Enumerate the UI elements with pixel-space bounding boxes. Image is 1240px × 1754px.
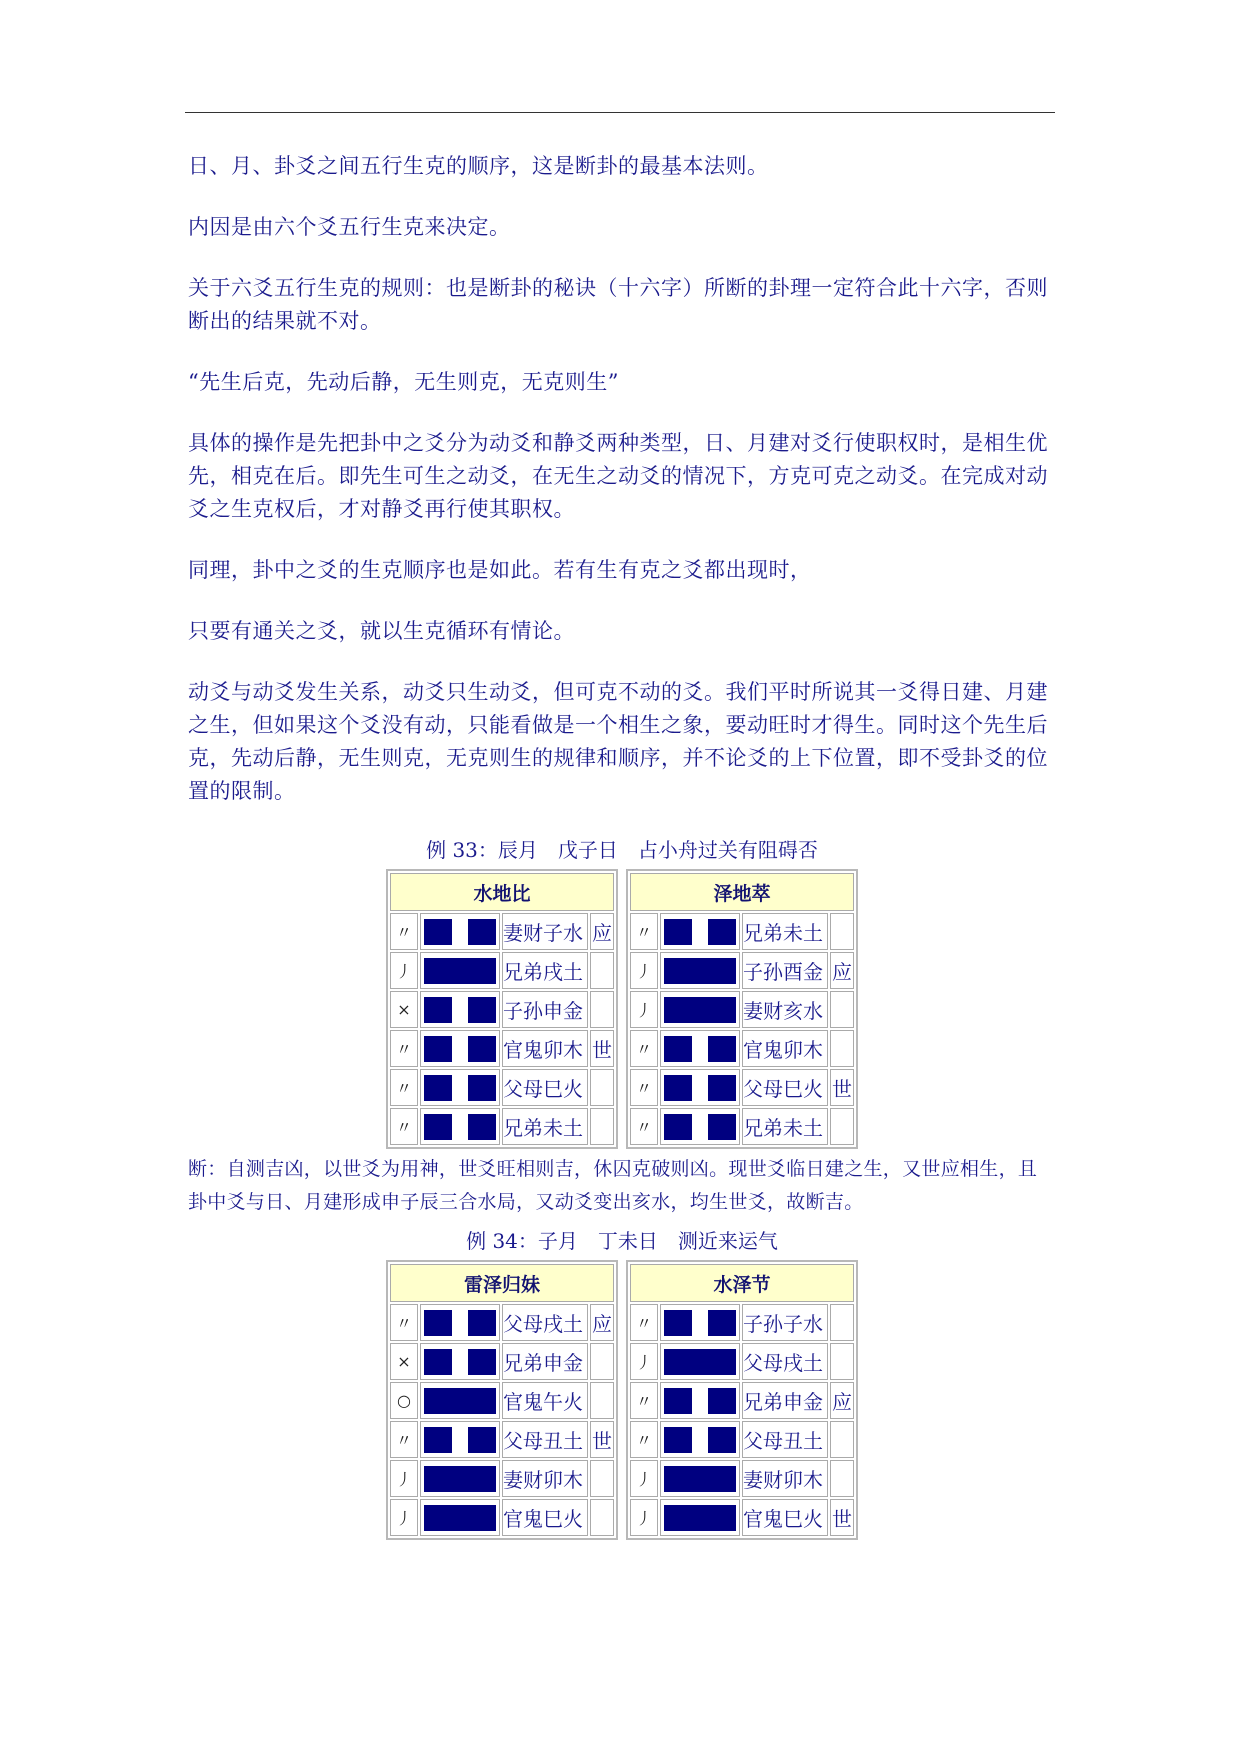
yao-mark: 丿 xyxy=(390,952,418,989)
yao-line xyxy=(420,1499,500,1536)
yao-row xyxy=(390,1108,614,1145)
yin-line-icon xyxy=(664,919,736,945)
yao-role: 世 xyxy=(590,1421,614,1458)
yao-name: 子孙酉金 xyxy=(742,952,828,989)
yao-mark: 〃 xyxy=(390,1069,418,1106)
yao-mark: 〃 xyxy=(630,1069,658,1106)
yao-mark: 〃 xyxy=(630,1382,658,1419)
yao-name: 官鬼卯木 xyxy=(502,1030,588,1067)
yao-name: 官鬼卯木 xyxy=(742,1030,828,1067)
yao-name: 妻财亥水 xyxy=(742,991,828,1028)
yao-line xyxy=(660,991,740,1028)
yao-name: 子孙子水 xyxy=(742,1304,828,1341)
yao-role: 应 xyxy=(830,952,854,989)
yao-row xyxy=(390,991,614,1028)
yin-line-icon xyxy=(424,1310,496,1336)
yao-line xyxy=(660,952,740,989)
judgement-text: 断：自测吉凶，以世爻为用神，世爻旺相则吉，休囚克破则凶。现世爻临日建之生，又世应相生，且卦中爻与日、月建形成申子辰三合水局，又动爻变出亥水，均生世爻，故断吉。 xyxy=(188,1158,1038,1213)
yao-name: 兄弟申金 xyxy=(502,1343,588,1380)
yao-name: 妻财卯木 xyxy=(742,1460,828,1497)
paragraph: 动爻与动爻发生关系，动爻只生动爻，但可克不动的爻。我们平时所说其一爻得日建、月建之生，但如果这个爻没有动，只能看做是一个相生之象，要动旺时才得生。同时这个先生后克，先动后静，无生则克，无克则生的规律和顺序，并不论爻的上下位置，即不受卦爻的位置的限制。 xyxy=(188,680,1048,803)
paragraph: 日、月、卦爻之间五行生克的顺序，这是断卦的最基本法则。 xyxy=(188,154,769,178)
example-caption: 例 33：辰月 戊子日 占小舟过关有阻碍否 xyxy=(426,838,818,862)
yao-line xyxy=(420,1460,500,1497)
paragraph: 内因是由六个爻五行生克来决定。 xyxy=(188,215,511,239)
yao-row xyxy=(390,1421,614,1458)
header-rule xyxy=(185,112,1055,113)
yao-role xyxy=(590,1499,614,1536)
yao-line xyxy=(660,1030,740,1067)
yao-role: 应 xyxy=(590,913,614,950)
yao-mark: 〃 xyxy=(390,1304,418,1341)
yao-line xyxy=(420,1421,500,1458)
yao-role: 应 xyxy=(590,1304,614,1341)
yao-name: 兄弟戌土 xyxy=(502,952,588,989)
yang-line-icon xyxy=(424,1466,496,1492)
yao-line xyxy=(420,991,500,1028)
yin-line-icon xyxy=(424,1114,496,1140)
yao-name: 父母丑土 xyxy=(742,1421,828,1458)
yang-line-icon xyxy=(664,997,736,1023)
yao-row xyxy=(390,952,614,989)
yang-line-icon xyxy=(664,1466,736,1492)
hexagram-pair xyxy=(188,869,1056,1149)
yao-mark: 〃 xyxy=(630,913,658,950)
yao-role xyxy=(830,1304,854,1341)
yao-mark: 丿 xyxy=(630,1460,658,1497)
hexagram-title: 水泽节 xyxy=(630,1264,854,1302)
yao-mark: × xyxy=(390,1343,418,1380)
yao-mark: 〃 xyxy=(630,1421,658,1458)
yao-mark: 丿 xyxy=(630,991,658,1028)
yin-line-icon xyxy=(424,1427,496,1453)
yang-line-icon xyxy=(664,1349,736,1375)
yao-role xyxy=(830,1108,854,1145)
yang-line-icon xyxy=(424,1388,496,1414)
yao-row xyxy=(630,1343,854,1380)
yao-role xyxy=(830,1030,854,1067)
yao-line xyxy=(660,1499,740,1536)
yao-role xyxy=(830,913,854,950)
yao-line xyxy=(420,1069,500,1106)
yin-line-icon xyxy=(664,1114,736,1140)
yang-line-icon xyxy=(664,958,736,984)
yao-mark: 〃 xyxy=(390,1030,418,1067)
yin-line-icon xyxy=(424,997,496,1023)
yao-role: 世 xyxy=(590,1030,614,1067)
yao-role xyxy=(830,1460,854,1497)
paragraph: 关于六爻五行生克的规则：也是断卦的秘诀（十六字）所断的卦理一定符合此十六字，否则断出的结果就不对。 xyxy=(188,276,1048,333)
yao-line xyxy=(420,1382,500,1419)
yao-line xyxy=(660,913,740,950)
yao-row xyxy=(630,1421,854,1458)
yang-line-icon xyxy=(664,1505,736,1531)
yao-mark: ○ xyxy=(390,1382,418,1419)
yao-role xyxy=(590,1343,614,1380)
yao-row xyxy=(390,1460,614,1497)
yin-line-icon xyxy=(424,1349,496,1375)
yao-name: 官鬼巳火 xyxy=(502,1499,588,1536)
yao-row xyxy=(390,1304,614,1341)
paragraph: 只要有通关之爻，就以生克循环有情论。 xyxy=(188,619,575,643)
yao-line xyxy=(660,1108,740,1145)
yin-line-icon xyxy=(664,1427,736,1453)
yao-row xyxy=(630,1382,854,1419)
yin-line-icon xyxy=(664,1036,736,1062)
hexagram-title: 水地比 xyxy=(390,873,614,911)
yao-name: 父母戌土 xyxy=(502,1304,588,1341)
paragraph: “先生后克，先动后静，无生则克，无克则生” xyxy=(188,370,619,394)
yao-role xyxy=(830,1421,854,1458)
paragraph: 具体的操作是先把卦中之爻分为动爻和静爻两种类型，日、月建对爻行使职权时，是相生优先，相克在后。即先生可生之动爻，在无生之动爻的情况下，方克可克之动爻。在完成对动爻之生克权后，才对静爻再行使其职权。 xyxy=(188,431,1048,521)
yao-role: 应 xyxy=(830,1382,854,1419)
yao-name: 妻财子水 xyxy=(502,913,588,950)
yao-line xyxy=(660,1343,740,1380)
yao-row xyxy=(390,1069,614,1106)
yao-role: 世 xyxy=(830,1069,854,1106)
yao-mark: 〃 xyxy=(390,1421,418,1458)
yao-row xyxy=(630,1108,854,1145)
yao-line xyxy=(660,1460,740,1497)
yao-role xyxy=(590,1382,614,1419)
yao-name: 父母戌土 xyxy=(742,1343,828,1380)
hexagram-table-changed xyxy=(626,869,858,1149)
yao-role: 世 xyxy=(830,1499,854,1536)
yao-line xyxy=(660,1421,740,1458)
yao-mark: 丿 xyxy=(390,1499,418,1536)
yao-row xyxy=(630,991,854,1028)
yao-mark: 〃 xyxy=(630,1030,658,1067)
hexagram-pair xyxy=(188,1260,1056,1540)
yao-mark: 丿 xyxy=(630,952,658,989)
yao-name: 兄弟未土 xyxy=(742,1108,828,1145)
yao-row xyxy=(630,913,854,950)
yao-line xyxy=(660,1069,740,1106)
yao-row xyxy=(630,1030,854,1067)
yao-name: 父母丑土 xyxy=(502,1421,588,1458)
yao-mark: 〃 xyxy=(390,913,418,950)
yao-line xyxy=(420,1108,500,1145)
yao-line xyxy=(420,1343,500,1380)
yin-line-icon xyxy=(664,1075,736,1101)
yao-mark: 〃 xyxy=(390,1108,418,1145)
hexagram-title: 泽地萃 xyxy=(630,873,854,911)
yao-role xyxy=(590,1108,614,1145)
yao-mark: 〃 xyxy=(630,1108,658,1145)
yao-row xyxy=(390,1030,614,1067)
hexagram-table-changed xyxy=(626,1260,858,1540)
yao-name: 官鬼午火 xyxy=(502,1382,588,1419)
yao-row xyxy=(390,1382,614,1419)
hexagram-table-original xyxy=(386,869,618,1149)
yao-name: 兄弟未土 xyxy=(502,1108,588,1145)
hexagram-title: 雷泽归妹 xyxy=(390,1264,614,1302)
yao-name: 子孙申金 xyxy=(502,991,588,1028)
document-body xyxy=(188,150,1056,1544)
yin-line-icon xyxy=(664,1388,736,1414)
yao-row xyxy=(630,1460,854,1497)
yao-name: 兄弟申金 xyxy=(742,1382,828,1419)
yao-row xyxy=(630,1499,854,1536)
yao-row xyxy=(390,1343,614,1380)
yao-mark: 〃 xyxy=(630,1304,658,1341)
yang-line-icon xyxy=(424,958,496,984)
yao-mark: × xyxy=(390,991,418,1028)
yao-role xyxy=(590,1460,614,1497)
yao-line xyxy=(660,1382,740,1419)
yang-line-icon xyxy=(424,1505,496,1531)
yao-mark: 丿 xyxy=(390,1460,418,1497)
yin-line-icon xyxy=(424,1036,496,1062)
yao-role xyxy=(830,1343,854,1380)
yao-line xyxy=(420,952,500,989)
yao-role xyxy=(830,991,854,1028)
yao-line xyxy=(420,1304,500,1341)
yao-line xyxy=(420,913,500,950)
yin-line-icon xyxy=(424,919,496,945)
yao-name: 父母巳火 xyxy=(502,1069,588,1106)
yao-name: 父母巳火 xyxy=(742,1069,828,1106)
yao-name: 兄弟未土 xyxy=(742,913,828,950)
yao-role xyxy=(590,952,614,989)
yao-row xyxy=(390,1499,614,1536)
yin-line-icon xyxy=(424,1075,496,1101)
yao-line xyxy=(420,1030,500,1067)
example-caption: 例 34：子月 丁未日 测近来运气 xyxy=(466,1229,778,1253)
yao-row xyxy=(630,1304,854,1341)
yao-row xyxy=(390,913,614,950)
yao-role xyxy=(590,991,614,1028)
yao-role xyxy=(590,1069,614,1106)
yao-name: 妻财卯木 xyxy=(502,1460,588,1497)
paragraph: 同理，卦中之爻的生克顺序也是如此。若有生有克之爻都出现时， xyxy=(188,558,812,582)
yin-line-icon xyxy=(664,1310,736,1336)
yao-name: 官鬼巳火 xyxy=(742,1499,828,1536)
hexagram-table-original xyxy=(386,1260,618,1540)
yao-line xyxy=(660,1304,740,1341)
yao-mark: 丿 xyxy=(630,1343,658,1380)
yao-mark: 丿 xyxy=(630,1499,658,1536)
yao-row xyxy=(630,952,854,989)
yao-row xyxy=(630,1069,854,1106)
